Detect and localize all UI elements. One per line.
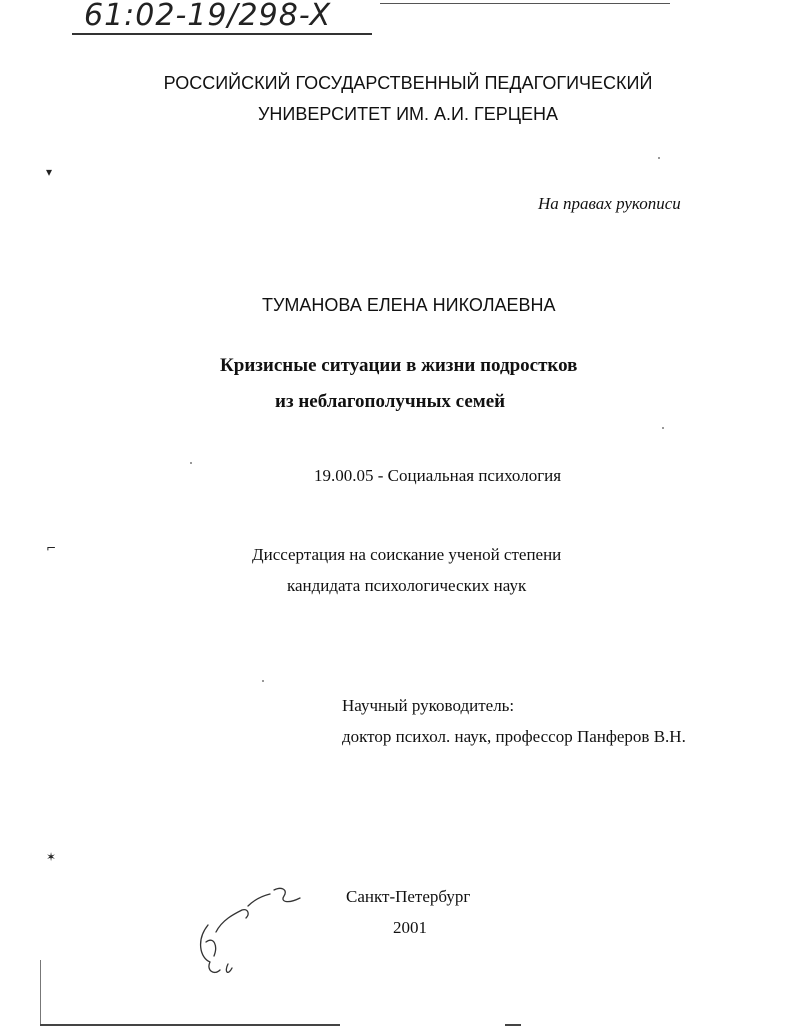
bottom-edge-rule-right bbox=[505, 1024, 521, 1026]
year: 2001 bbox=[393, 918, 427, 937]
margin-arrow-mark: ▾ bbox=[46, 165, 53, 179]
title-line-2: из неблагополучных семей bbox=[275, 391, 506, 412]
handwritten-signature bbox=[188, 880, 313, 980]
degree-line-1: Диссертация на соискание ученой степени bbox=[252, 545, 562, 564]
margin-dash-mark: ⌐ bbox=[46, 541, 57, 555]
speck bbox=[262, 680, 264, 682]
specialty: 19.00.05 - Социальная психология bbox=[314, 466, 562, 485]
top-rule bbox=[72, 33, 372, 35]
author-name: ТУМАНОВА ЕЛЕНА НИКОЛАЕВНА bbox=[262, 295, 556, 315]
left-edge-rule bbox=[40, 960, 41, 1025]
title-line-1: Кризисные ситуации в жизни подростков bbox=[220, 355, 578, 376]
institution-line-2: УНИВЕРСИТЕТ ИМ. А.И. ГЕРЦЕНА bbox=[257, 104, 559, 124]
institution-line-1: РОССИЙСКИЙ ГОСУДАРСТВЕННЫЙ ПЕДАГОГИЧЕСКИЙ bbox=[163, 73, 653, 93]
top-rule-right bbox=[380, 3, 670, 4]
supervisor-label: Научный руководитель: bbox=[342, 696, 515, 715]
margin-star-mark: ✶ bbox=[46, 850, 57, 864]
manuscript-note: На правах рукописи bbox=[538, 194, 681, 213]
bottom-edge-rule bbox=[40, 1024, 340, 1026]
speck bbox=[662, 427, 664, 429]
city: Санкт-Петербург bbox=[346, 887, 471, 906]
handwritten-number: 61:02-19/298-X bbox=[84, 0, 332, 33]
speck bbox=[190, 462, 192, 464]
supervisor-name: доктор психол. наук, профессор Панферов В.Н. bbox=[342, 727, 686, 746]
speck bbox=[658, 157, 660, 159]
degree-line-2: кандидата психологических наук bbox=[287, 576, 527, 595]
